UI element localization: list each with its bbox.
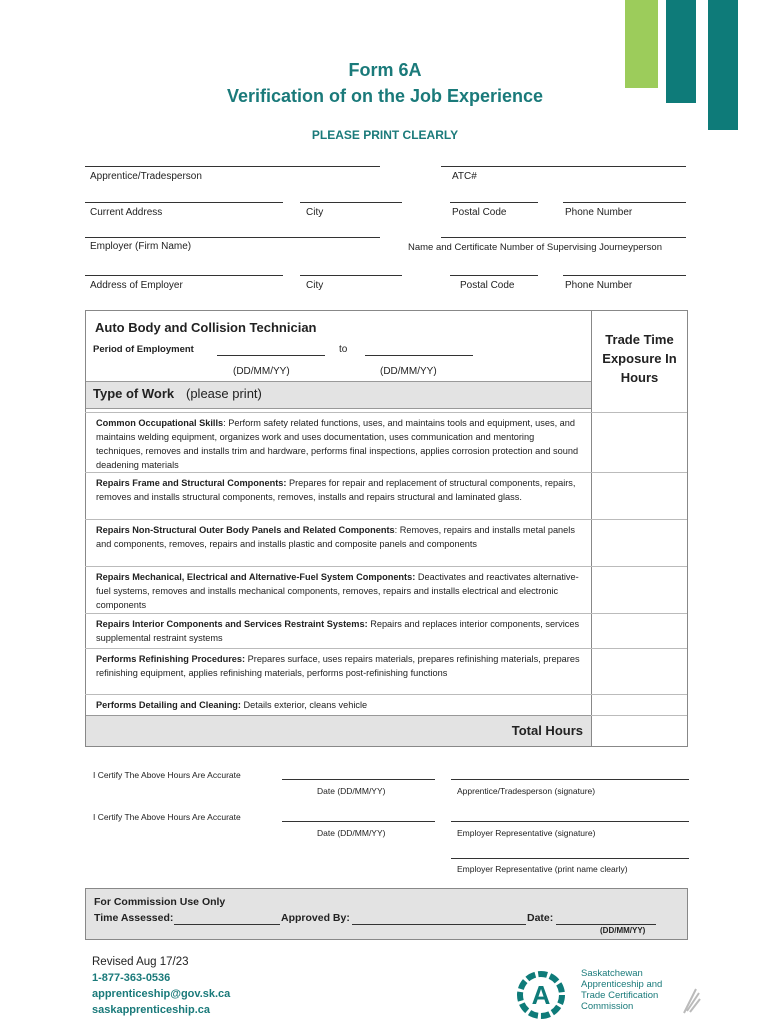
phone-label-2: Phone Number: [565, 280, 633, 291]
wheat-decor-icon: [680, 985, 702, 1015]
time-assessed-line[interactable]: [174, 924, 280, 925]
apprentice-label: Apprentice/Tradesperson: [90, 171, 202, 182]
hours-cell-5[interactable]: [591, 648, 687, 694]
atc-label: ATC#: [452, 171, 477, 182]
employer-print-name-label: Employer Representative (print name clearly): [457, 864, 628, 874]
print-clearly-instruction: PLEASE PRINT CLEARLY: [311, 128, 459, 142]
employer-signature-line[interactable]: [451, 821, 689, 822]
date-line-1[interactable]: [282, 779, 435, 780]
logo-line-4: Commission: [581, 1001, 634, 1012]
hours-cell-6[interactable]: [591, 694, 687, 714]
task-row-1: Repairs Frame and Structural Components: Prepares for repair and replacement of structural components, repairs, removes and installs structural components, removes, installs and repairs structural and laminated glass.: [85, 472, 591, 519]
revised-date: Revised Aug 17/23: [92, 956, 189, 968]
task-row-4: Repairs Interior Components and Services Restraint Systems: Repairs and replaces interior components, services supplemental restraint systems: [85, 613, 591, 648]
current-address-line[interactable]: [85, 202, 283, 203]
time-assessed-label: Time Assessed:: [94, 912, 174, 924]
date-format-end: (DD/MM/YY): [380, 366, 437, 377]
apprentice-signature-label: Apprentice/Tradesperson (signature): [457, 786, 596, 796]
postal-line-1[interactable]: [450, 202, 538, 203]
task-row-5: Performs Refinishing Procedures: Prepares surface, uses repairs materials, prepares refinishing materials, prepares refinishing equipment, applies refinishing materials, performs post-refinishing functions: [85, 648, 591, 694]
total-hours-cell[interactable]: [591, 715, 687, 746]
employer-label: Employer (Firm Name): [90, 241, 192, 252]
logo-line-2: Apprenticeship and: [581, 979, 663, 990]
certify-statement-2: I Certify The Above Hours Are Accurate: [93, 812, 241, 822]
task-row-2: Repairs Non-Structural Outer Body Panels and Related Components: Removes, repairs and installs metal panels and components, removes, repairs and installs plastic and composite panels and components: [85, 519, 591, 566]
commission-date-line[interactable]: [556, 924, 656, 925]
employer-address-label: Address of Employer: [90, 280, 183, 291]
approved-by-line[interactable]: [352, 924, 526, 925]
current-address-label: Current Address: [90, 207, 163, 218]
commission-heading: For Commission Use Only: [94, 896, 226, 908]
phone-line-2[interactable]: [563, 275, 686, 276]
certify-statement-1: I Certify The Above Hours Are Accurate: [93, 770, 241, 780]
footer-email[interactable]: apprenticeship@gov.sk.ca: [92, 988, 231, 1000]
period-label: Period of Employment: [93, 344, 194, 355]
task-row-6: Performs Detailing and Cleaning: Details exterior, cleans vehicle: [85, 694, 591, 714]
form-number: Form 6A: [348, 60, 422, 80]
postal-label-2: Postal Code: [460, 280, 515, 291]
period-start-line[interactable]: [217, 355, 325, 356]
apprentice-signature-line[interactable]: [451, 779, 689, 780]
please-print-label: (please print): [186, 386, 262, 401]
hours-cell-0[interactable]: [591, 412, 687, 472]
task-row-3: Repairs Mechanical, Electrical and Alternative-Fuel System Components: Deactivates and reactivates alternative-fuel systems, removes and installs mechanical components, removes, repairs and installs electrical and electronic components: [85, 566, 591, 613]
city-label-2: City: [306, 280, 324, 291]
commission-date-format: (DD/MM/YY): [600, 926, 646, 935]
footer-website[interactable]: saskapprenticeship.ca: [92, 1004, 211, 1016]
approved-by-label: Approved By:: [281, 912, 350, 924]
hours-cell-2[interactable]: [591, 519, 687, 566]
trade-name: Auto Body and Collision Technician: [95, 320, 317, 335]
type-of-work-label: Type of Work: [93, 386, 175, 401]
atc-line[interactable]: [441, 166, 686, 167]
postal-line-2[interactable]: [450, 275, 538, 276]
form-title: Verification of on the Job Experience: [226, 86, 544, 106]
hours-cell-4[interactable]: [591, 613, 687, 648]
employer-print-name-line[interactable]: [451, 858, 689, 859]
hours-cell-1[interactable]: [591, 472, 687, 519]
task-row-0: Common Occupational Skills: Perform safety related functions, uses, and maintains tools and equipment, uses, and maintains welding equipment, organizes work and uses documentation, uses communication and mentoring techniques, removes and installs trim and hardware, performs final inspections, applies corrosion protection and sound deadening materials: [85, 412, 591, 472]
period-end-line[interactable]: [365, 355, 473, 356]
phone-label-1: Phone Number: [565, 207, 633, 218]
city-label-1: City: [306, 207, 324, 218]
employer-signature-label: Employer Representative (signature): [457, 828, 596, 838]
commission-date-label: Date:: [527, 912, 554, 924]
date-line-2[interactable]: [282, 821, 435, 822]
footer-phone[interactable]: 1-877-363-0536: [92, 972, 171, 984]
total-hours-label: Total Hours: [511, 723, 583, 738]
employer-line[interactable]: [85, 237, 380, 238]
logo-line-3: Trade Certification: [581, 990, 659, 1001]
svg-text:A: A: [531, 980, 551, 1010]
exposure-header: Trade Time Exposure In Hours: [602, 332, 677, 385]
apprentice-line[interactable]: [85, 166, 380, 167]
date-format-start: (DD/MM/YY): [233, 366, 290, 377]
hours-cell-3[interactable]: [591, 566, 687, 613]
date-label-2: Date (DD/MM/YY): [317, 828, 386, 838]
period-to: to: [339, 344, 348, 355]
journeyperson-line[interactable]: [441, 237, 686, 238]
employer-address-line[interactable]: [85, 275, 283, 276]
sk-apprenticeship-logo-icon: [508, 968, 576, 1020]
phone-line-1[interactable]: [563, 202, 686, 203]
logo-line-1: Saskatchewan: [581, 968, 643, 979]
logo-wordmark: [581, 968, 662, 1012]
postal-label-1: Postal Code: [452, 207, 507, 218]
city-line-1[interactable]: [300, 202, 402, 203]
date-label-1: Date (DD/MM/YY): [317, 786, 386, 796]
journeyperson-label: Name and Certificate Number of Supervising Journeyperson: [408, 242, 662, 253]
city-line-2[interactable]: [300, 275, 402, 276]
